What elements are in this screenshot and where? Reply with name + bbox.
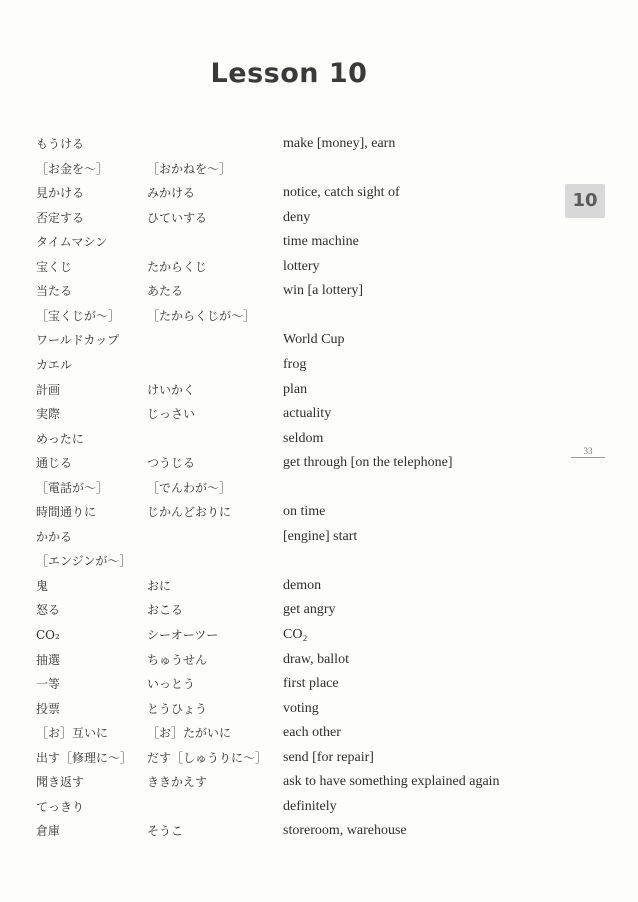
vocab-kana: みかける: [147, 186, 196, 200]
vocab-kana: おこる: [147, 603, 184, 617]
vocab-english: get angry: [283, 602, 336, 617]
vocab-english: first place: [283, 676, 339, 691]
vocab-kana: おに: [147, 579, 172, 593]
vocab-row: [0, 626, 560, 650]
vocab-english: make [money], earn: [283, 136, 396, 151]
vocab-row: [0, 233, 560, 257]
vocab-kanji: もうける: [36, 137, 85, 151]
vocab-kanji: タイムマシン: [36, 235, 108, 249]
vocab-kana: じかんどおりに: [147, 505, 232, 519]
vocab-row: [0, 135, 560, 159]
vocab-english: draw, ballot: [283, 652, 349, 667]
page-number: 33: [571, 446, 605, 458]
vocab-kanji: ［宝くじが～］: [36, 309, 121, 323]
vocab-row: [0, 184, 560, 208]
vocab-english: actuality: [283, 406, 332, 421]
vocab-row: [0, 700, 560, 724]
vocab-kanji: 倉庫: [36, 824, 61, 838]
vocab-english: send [for repair]: [283, 750, 374, 765]
vocab-kanji: 抽選: [36, 653, 61, 667]
vocab-row: [0, 282, 560, 306]
vocab-english: ask to have something explained again: [283, 774, 500, 789]
vocab-kanji: 投票: [36, 702, 61, 716]
vocab-kana: ［でんわが～］: [147, 481, 232, 495]
vocab-english: notice, catch sight of: [283, 185, 400, 200]
vocab-kanji: 計画: [36, 383, 61, 397]
vocab-row: [0, 430, 560, 454]
vocab-row: [0, 331, 560, 355]
vocab-kanji: 宝くじ: [36, 260, 73, 274]
vocab-english: frog: [283, 357, 307, 372]
vocab-english: storeroom, warehouse: [283, 823, 407, 838]
vocab-row: [0, 503, 560, 527]
vocab-english: World Cup: [283, 332, 345, 347]
vocab-kana: たからくじ: [147, 260, 208, 274]
vocab-kana: ちゅうせん: [147, 653, 208, 667]
vocab-sub-row: [0, 552, 560, 576]
vocab-kanji: てっきり: [36, 800, 85, 814]
vocab-kana: だす［しゅうりに～］: [147, 751, 268, 765]
vocab-sub-row: [0, 307, 560, 331]
vocab-english: CO₂: [283, 627, 308, 642]
vocab-kana: つうじる: [147, 456, 196, 470]
vocab-row: [0, 381, 560, 405]
vocab-row: [0, 356, 560, 380]
vocab-kanji: 当たる: [36, 284, 73, 298]
vocab-kanji: カエル: [36, 358, 73, 372]
vocab-kanji: 通じる: [36, 456, 73, 470]
vocab-kanji: 否定する: [36, 211, 85, 225]
vocab-english: definitely: [283, 799, 337, 814]
vocab-kanji: 実際: [36, 407, 61, 421]
vocab-kanji: ［エンジンが～］: [36, 554, 132, 568]
vocab-english: lottery: [283, 259, 320, 274]
vocab-kana: そうこ: [147, 824, 184, 838]
lesson-tab-label: 10: [572, 190, 598, 211]
vocab-row: [0, 258, 560, 282]
vocab-row: [0, 798, 560, 822]
vocab-english: seldom: [283, 431, 324, 446]
vocab-kanji: めったに: [36, 432, 84, 446]
vocab-kana: ［たからくじが～］: [147, 309, 256, 323]
vocab-kanji: 鬼: [36, 579, 49, 593]
vocab-kana: シーオーツー: [147, 628, 219, 642]
vocab-row: [0, 454, 560, 478]
vocab-kanji: ［お金を～］: [36, 162, 109, 176]
vocab-row: [0, 651, 560, 675]
vocab-row: [0, 601, 560, 625]
vocab-row: [0, 209, 560, 233]
vocab-english: plan: [283, 382, 308, 397]
vocab-kana: ききかえす: [147, 775, 208, 789]
vocab-row: [0, 577, 560, 601]
vocab-kanji: CO₂: [36, 628, 60, 642]
vocab-kanji: 怒る: [36, 603, 61, 617]
vocab-kanji: かかる: [36, 530, 73, 544]
vocab-kanji: 出す［修理に～］: [36, 751, 133, 765]
vocab-kana: ひていする: [147, 211, 208, 225]
vocab-english: time machine: [283, 234, 359, 249]
vocab-row: [0, 528, 560, 552]
vocab-kana: けいかく: [147, 383, 196, 397]
vocab-english: on time: [283, 504, 326, 519]
vocab-row: [0, 749, 560, 773]
vocab-kanji: 見かける: [36, 186, 85, 200]
vocab-kanji: 一等: [36, 677, 61, 691]
vocab-english: each other: [283, 725, 341, 740]
vocab-english: demon: [283, 578, 322, 593]
vocab-kanji: ［お］互いに: [36, 726, 109, 740]
lesson-tab: [565, 184, 605, 218]
vocab-english: voting: [283, 701, 319, 716]
vocab-row: [0, 822, 560, 846]
vocab-sub-row: [0, 479, 560, 503]
vocab-kana: いっとう: [147, 677, 196, 691]
vocab-kana: ［お］たがいに: [147, 726, 232, 740]
vocab-kana: じっさい: [147, 407, 196, 421]
vocab-kanji: 聞き返す: [36, 775, 85, 789]
vocab-row: [0, 773, 560, 797]
vocab-row: [0, 405, 560, 429]
vocab-english: win [a lottery]: [283, 283, 364, 298]
vocab-english: get through [on the telephone]: [283, 455, 453, 470]
vocab-kanji: ［電話が～］: [36, 481, 109, 495]
vocab-sub-row: [0, 160, 560, 184]
vocab-kana: あたる: [147, 284, 184, 298]
vocab-row: [0, 675, 560, 699]
lesson-title: Lesson 10: [210, 58, 368, 89]
vocab-english: deny: [283, 210, 311, 225]
vocab-kana: とうひょう: [147, 702, 208, 716]
vocab-kanji: ワールドカップ: [36, 333, 120, 347]
vocab-kana: ［おかねを～］: [147, 162, 232, 176]
vocab-english: [engine] start: [283, 529, 358, 544]
vocab-kanji: 時間通りに: [36, 505, 97, 519]
vocab-row: [0, 724, 560, 748]
